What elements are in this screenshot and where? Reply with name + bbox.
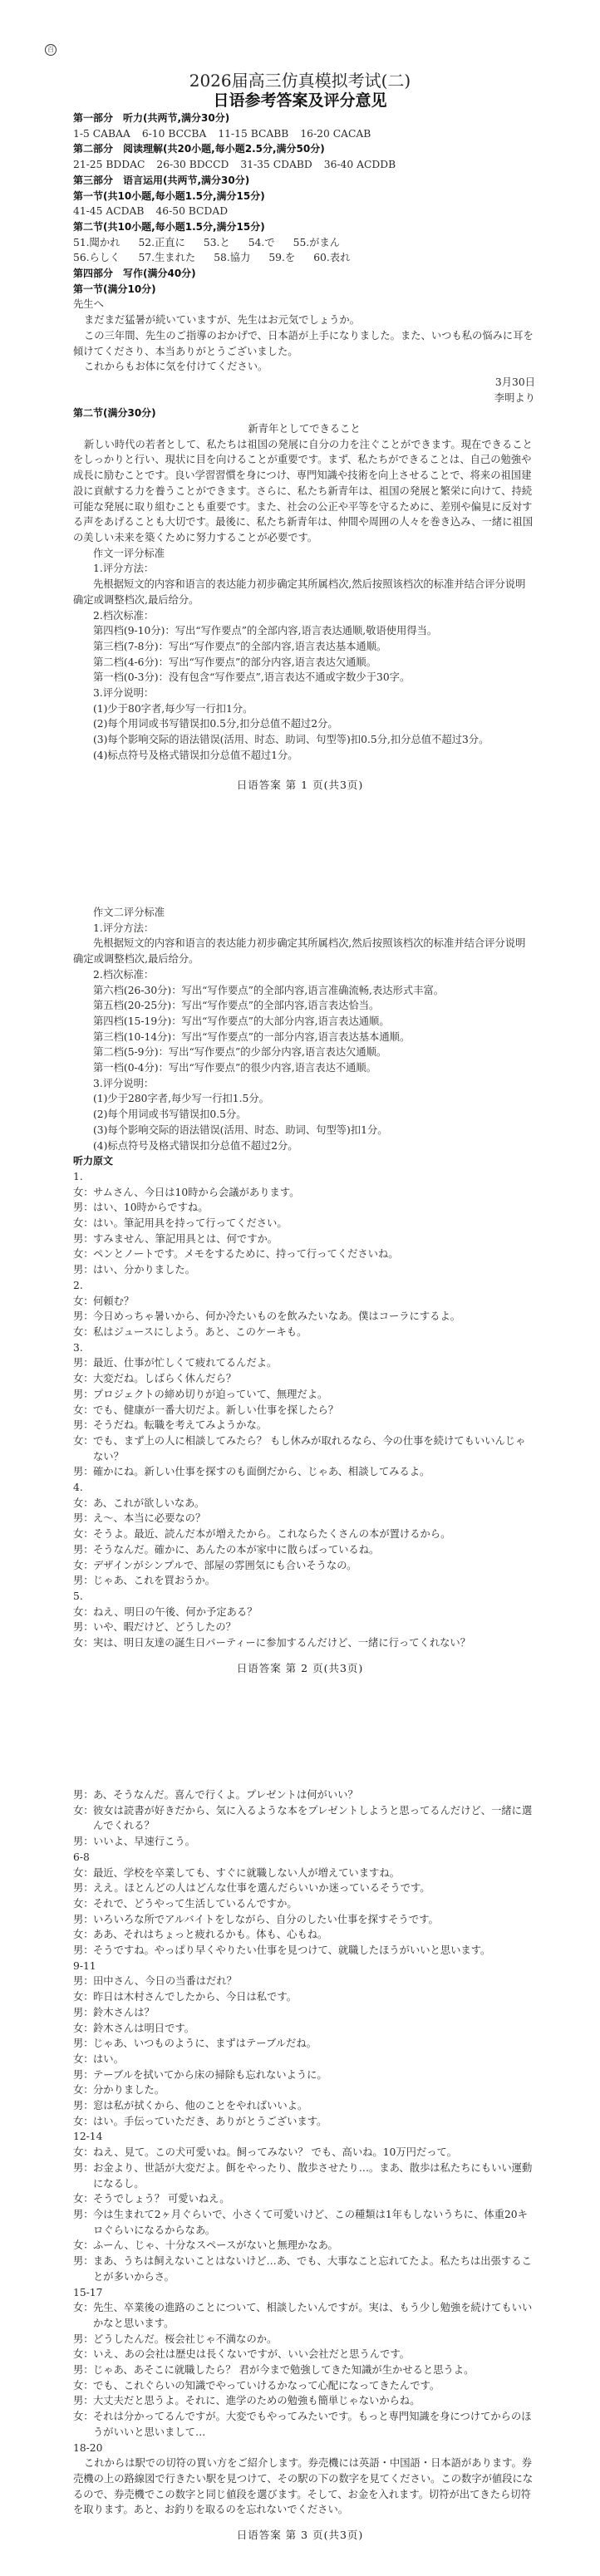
speaker-label: 女： <box>73 2084 94 2097</box>
dialog-text: ペンとノートです。メモをするために、持って行ってくださいね。 <box>93 1248 399 1261</box>
plain-line: 2. <box>73 1279 83 1291</box>
answers-line <box>73 235 535 251</box>
dialog-text: でも、まず上の人に相談してみたら？ もし休みが取れるなら、今の仕事を続けてもいいんじゃない？ <box>93 1434 526 1463</box>
dialog-line <box>73 2362 535 2378</box>
speaker-label: 男： <box>73 1419 94 1432</box>
speaker-label: 女： <box>73 1528 94 1541</box>
plain-line: 5. <box>73 1590 83 1602</box>
heading-line: 第二部分 阅读理解(共20小题,每小题2.5分,满分50分) <box>73 143 325 155</box>
speaker-label: 男： <box>73 1836 94 1848</box>
speaker-label: 男： <box>73 1913 94 1925</box>
plain-line: 9-11 <box>73 1959 96 1972</box>
dialog-text: 確かにね。新しい仕事を探すのも面倒だから、じゃあ、相談してみるよ。 <box>93 1466 430 1478</box>
dialog-line <box>73 1231 535 1247</box>
right-line: 3月30日 <box>494 376 535 388</box>
rubric-line: (2)每个用词或书写错误扣0.5分,扣分总值不超过2分。 <box>93 718 338 730</box>
dialog-line <box>73 1418 535 1433</box>
answer-group: 16-20 CACAB <box>300 127 371 140</box>
publisher-logo-icon: 百 <box>45 44 57 56</box>
dialog-text: 窓は私が拭くから、他のことをやればいいよ。 <box>93 2100 308 2112</box>
dialog-line <box>73 2409 535 2440</box>
plain-line: 18-20 <box>73 2441 103 2454</box>
speaker-label: 女： <box>73 2239 94 2252</box>
dialog-text: はい、分かりました。 <box>93 1264 195 1276</box>
rubric-line: (4)标点符号及格式错误扣分总值不超过1分。 <box>93 749 298 761</box>
rubric-line: 先根据短文的内容和语言的表达能力初步确定其所属档次,然后按照该档次的标准并结合评分说明确定或调整档次,最后给分。 <box>73 937 526 966</box>
dialog-line <box>73 1387 535 1403</box>
document-subtitle: 日语参考答案及评分意见 <box>213 91 387 110</box>
dialog-line <box>73 1787 535 1803</box>
speaker-label: 女： <box>73 1866 94 1879</box>
answer-group: 60.表れ <box>313 252 351 264</box>
speaker-label: 女： <box>73 1325 94 1338</box>
plain-line: 1. <box>73 1170 83 1182</box>
rubric-line: 第四档(9-10分)：写出“写作要点”的全部内容,语言表达通顺,敬语使用得当。 <box>93 625 438 637</box>
dialog-line <box>73 1803 535 1834</box>
dialog-line <box>73 1526 535 1542</box>
speaker-label: 女： <box>73 1186 94 1198</box>
dialog-line <box>73 1542 535 1558</box>
right-line: 李明より <box>494 391 535 404</box>
dialog-text: 今は生まれて2ヶ月ぐらいで、小さくて可愛いけど、この種類は1年もしないうちに、体重20キロぐらいになるからなあ。 <box>93 2208 528 2236</box>
answers-line <box>73 204 535 219</box>
dialog-text: はい。手伝っていただき、ありがとうございます。 <box>93 2115 327 2127</box>
page-3-content <box>73 1787 535 2518</box>
dialog-line <box>73 2021 535 2037</box>
rubric-line: 作文二评分标准 <box>93 907 165 918</box>
dialog-line <box>73 2052 535 2067</box>
speaker-label: 男： <box>73 1264 94 1276</box>
dialog-line <box>73 2082 535 2098</box>
rubric-line: 3.评分说明： <box>93 687 155 700</box>
rubric-line: 2.档次标准： <box>93 968 155 981</box>
answer-group: 6-10 BCCBA <box>141 127 207 140</box>
answer-group: 58.協力 <box>214 252 251 264</box>
dialog-text: え～、本当に必要なの？ <box>93 1512 206 1525</box>
dialog-line <box>73 1558 535 1574</box>
dialog-line <box>73 2098 535 2114</box>
dialog-text: はい、10時からですね。 <box>93 1202 209 1214</box>
speaker-label: 男： <box>73 1975 94 1988</box>
dialog-line <box>73 1200 535 1216</box>
page-3-footer: 日语答案 第 3 页(共3页) <box>236 2529 364 2541</box>
dialog-line <box>73 1912 535 1928</box>
dialog-line <box>73 1635 535 1651</box>
dialog-line <box>73 2332 535 2347</box>
dialog-text: ねえ、見て。この犬可愛いね。飼ってみない？ でも、高いね。10万円だって。 <box>93 2146 457 2159</box>
dialog-text: でも、健康が一番大切だよ。新しい仕事を探したら？ <box>93 1404 339 1416</box>
dialog-line <box>73 2238 535 2254</box>
dialog-line <box>73 1974 535 1989</box>
dialog-line <box>73 2114 535 2130</box>
dialog-text: すみません、筆記用具とは、何ですか。 <box>93 1232 278 1245</box>
dialog-text: 最近、仕事が忙しくて疲れてるんだよ。 <box>93 1357 278 1369</box>
dialog-line <box>73 1605 535 1620</box>
plain-line: 15-17 <box>73 2286 103 2298</box>
dialog-line <box>73 2036 535 2052</box>
speaker-label: 男： <box>73 1543 94 1556</box>
dialog-text: まあ、うちは飼えないことはないけど…あ、でも、大事なこと忘れてたよ。私たちは出張することが多いからさ。 <box>93 2255 532 2283</box>
dialog-text: 大変だね。しばらく休んだら？ <box>93 1373 237 1385</box>
dialog-text: デザインがシンプルで、部屋の雰囲気にも合いそうなの。 <box>93 1559 357 1571</box>
dialog-text: それは分かってるんですが。大変でもやってみたいです。もっと専門知識を身につけてからのほうがいいと思いまして… <box>93 2411 532 2438</box>
speaker-label: 男： <box>73 1388 94 1400</box>
speaker-label: 女： <box>73 1637 94 1649</box>
dialog-text: 実は、明日友達の誕生日パーティーに参加するんだけど、一緒に行ってくれない？ <box>93 1637 471 1649</box>
dialog-text: そうよ。最近、読んだ本が増えたから。これならたくさんの本が置けるから。 <box>93 1528 451 1541</box>
speaker-label: 男： <box>73 2333 94 2345</box>
dialog-text: でも、これぐらいの知識でやっていけるかなって心配になってきたんです。 <box>93 2379 440 2392</box>
answer-group: 11-15 BCABB <box>218 127 289 140</box>
speaker-label: 女： <box>73 1248 94 1261</box>
dialog-text: じゃあ、これを買おうか。 <box>93 1575 216 1587</box>
rubric-line: 第二档(4-6分)：写出“写作要点”的部分内容,语言表达欠通顺。 <box>93 656 377 668</box>
speaker-label: 男： <box>73 1882 94 1895</box>
dialog-text: じゃあ、あそこに就職したら？ 君が今まで勉強してきた知識が生かせると思うよ。 <box>93 2364 475 2377</box>
answers-line <box>73 126 535 142</box>
answer-group: 56.らしく <box>73 252 120 264</box>
para-line: これからもお体に気を付けてください。 <box>84 361 268 373</box>
dialog-text: いろいろな所でアルバイトをしながら、自分のしたい仕事を探すそうです。 <box>93 1913 439 1925</box>
speaker-label: 男： <box>73 1202 94 1214</box>
dialog-text: 先生、卒業後の進路のことについて、相談したいんですが。実は、もう少し勉強を続けてもいいかなと思います。 <box>93 2302 533 2329</box>
speaker-label: 女： <box>73 2379 94 2392</box>
dialog-line <box>73 2005 535 2021</box>
answer-group: 41-45 ACDAB <box>73 205 145 218</box>
rubric-line: 1.评分方法： <box>93 922 155 934</box>
dialog-text: プロジェクトの締め切りが迫っていて、無理だよ。 <box>93 1388 328 1400</box>
dialog-text: いや、暇だけど、どうしたの？ <box>93 1621 236 1634</box>
dialog-line <box>73 1620 535 1635</box>
dialog-line <box>73 1325 535 1340</box>
dialog-line <box>73 1309 535 1325</box>
dialog-line <box>73 2393 535 2409</box>
speaker-label: 男： <box>73 1310 94 1323</box>
dialog-line <box>73 1511 535 1526</box>
dialog-text: そうなんだ。確かに、あんたの本が家中に散らばっているね。 <box>93 1543 380 1556</box>
speaker-label: 女： <box>73 1373 94 1385</box>
answer-group: 57.生まれた <box>138 252 196 264</box>
dialog-line <box>73 1943 535 1959</box>
speaker-label: 男： <box>73 1944 94 1957</box>
plain-line: 6-8 <box>73 1851 90 1863</box>
answers-line <box>73 157 535 173</box>
page-1-content <box>73 111 535 764</box>
answer-group: 26-30 BDCCD <box>156 159 229 171</box>
dialog-line <box>73 2145 535 2161</box>
speaker-label: 女： <box>73 2411 94 2423</box>
dialog-text: それで、どうやって生活しているんですか。 <box>93 1897 298 1910</box>
dialog-text: 田中さん、今日の当番はだれ？ <box>93 1975 237 1988</box>
dialog-line <box>73 1246 535 1262</box>
dialog-line <box>73 2300 535 2331</box>
heading-line: 第一部分 听力(共两节,满分30分) <box>73 112 230 124</box>
dialog-line <box>73 2254 535 2284</box>
para-line: これからは駅での切符の買い方をご紹介します。券売機には英語・中国語・日本語があります。券売機の上の路線図で行きたい駅を見つけて、その駅の下の数字を見てください。この数字が値段になるので、券売機でこの数字と同じ値段を選びます。そして、お金を入れます。切符が出てきたら切符を取ります。あと、お釣りを取るのを忘れないでください。 <box>73 2457 534 2516</box>
dialog-text: あ、そうなんだ。喜んで行くよ。プレゼントは何がいい？ <box>93 1789 358 1801</box>
dialog-line <box>73 1433 535 1464</box>
dialog-line <box>73 2207 535 2238</box>
speaker-label: 女： <box>73 2022 94 2034</box>
page-1-footer: 日语答案 第 1 页(共3页) <box>236 779 364 791</box>
speaker-label: 男： <box>73 1789 94 1801</box>
answer-group: 1-5 CABAA <box>73 127 130 140</box>
heading-line: 第二节(共10小题,每小题1.5分,满分15分) <box>73 220 265 233</box>
answer-group: 21-25 BDDAC <box>73 159 145 171</box>
speaker-label: 女： <box>73 1991 94 2003</box>
rubric-line: (3)每个影响交际的语法错误(活用、时态、助词、句型等)扣0.5分,扣分总值不超过3分。 <box>93 734 489 746</box>
dialog-text: お金より、世話が大変だよ。餌をやったり、散歩させたり…。まあ、散歩は私たちにもいい運動になるし。 <box>93 2161 533 2190</box>
dialog-line <box>73 1834 535 1850</box>
dialog-line <box>73 1294 535 1310</box>
center-line: 新青年としてできること <box>248 423 361 435</box>
speaker-label: 女： <box>73 2052 94 2065</box>
dialog-text: あ、これが欲しいなあ。 <box>93 1497 205 1509</box>
heading-line: 听力原文 <box>73 1155 114 1168</box>
dialog-line <box>73 1355 535 1371</box>
speaker-label: 男： <box>73 1466 94 1478</box>
dialog-line <box>73 1896 535 1912</box>
dialog-text: ああ、それはちょっと疲れるかも。体も、心もね。 <box>93 1929 328 1941</box>
dialog-text: じゃあ、いつものように、まずはテーブルだね。 <box>93 2038 317 2050</box>
dialog-text: ねえ、明日の午後、何か予定ある？ <box>93 1605 258 1618</box>
para-line: この三年間、先生のご指導のおかげで、日本語が上手になりました。また、いつも私の悩みに耳を傾けてくださり、本当ありがとうございました。 <box>73 329 534 357</box>
dialog-line <box>73 1262 535 1278</box>
speaker-label: 女： <box>73 1929 94 1941</box>
dialog-line <box>73 1403 535 1418</box>
speaker-label: 男： <box>73 2038 94 2050</box>
dialog-line <box>73 1573 535 1589</box>
speaker-label: 女： <box>73 1897 94 1910</box>
answer-group: 53.と <box>203 236 230 248</box>
speaker-label: 男： <box>73 2006 94 2018</box>
dialog-text: テーブルを拭いてから床の掃除も忘れないように。 <box>93 2068 327 2081</box>
page-2-content <box>73 905 535 1651</box>
dialog-text: 分かりました。 <box>93 2084 165 2097</box>
speaker-label: 男： <box>73 2068 94 2081</box>
speaker-label: 女： <box>73 1295 94 1307</box>
answer-group: 31-35 CDABD <box>240 159 312 171</box>
rubric-line: (2)每个用词或书写错误扣0.5分。 <box>93 1109 247 1121</box>
dialog-text: 私はジュースにしよう。あと、このケーキも。 <box>93 1325 307 1338</box>
exam-title: 2026届高三仿真模拟考试(二) <box>189 71 411 91</box>
dialog-text: 昨日は木村さんでしたから、今日は私です。 <box>93 1991 297 2003</box>
speaker-label: 女： <box>73 2348 94 2361</box>
dialog-text: いいよ、早速行こう。 <box>93 1836 195 1848</box>
answer-group: 36-40 ACDDB <box>323 159 396 171</box>
dialog-text: ええ。ほとんどの人はどんな仕事を選んだらいいか迷っているそうです。 <box>93 1882 430 1895</box>
dialog-text: 鈴木さんは？ <box>93 2006 155 2018</box>
dialog-text: そうですね。やっぱり早くやりたい仕事を見つけて、就職したほうがいいと思います。 <box>93 1944 491 1957</box>
speaker-label: 女： <box>73 1497 94 1509</box>
speaker-label: 女： <box>73 2193 94 2205</box>
dialog-text: サムさん、今日は10時から会議があります。 <box>93 1186 300 1198</box>
rubric-line: 先根据短文的内容和语言的表达能力初步确定其所属档次,然后按照该档次的标准并结合评分说明确定或调整档次,最后给分。 <box>73 578 526 606</box>
dialog-text: はい。筆記用具を持って行ってください。 <box>93 1217 288 1230</box>
speaker-label: 女： <box>73 1804 94 1816</box>
speaker-label: 女： <box>73 1217 94 1230</box>
rubric-line: (1)少于80字者,每少写一行扣1分。 <box>93 702 253 715</box>
speaker-label: 男： <box>73 2161 94 2174</box>
speaker-label: 男： <box>73 1575 94 1587</box>
answer-group: 59.を <box>268 252 296 264</box>
plain-line: 4. <box>73 1482 83 1494</box>
rubric-line: 第五档(20-25分)：写出“写作要点”的全部内容,语言表达恰当。 <box>93 1000 380 1012</box>
rubric-line: (1)少于280字者,每少写一行扣1.5分。 <box>93 1093 269 1105</box>
rubric-line: 第六档(26-30分)：写出“写作要点”的全部内容,语言准确流畅,表达形式丰富。 <box>93 984 445 996</box>
speaker-label: 男： <box>73 2395 94 2407</box>
speaker-label: 女： <box>73 2115 94 2127</box>
dialog-text: どうしたんだ。桜会社じゃ不満なのか。 <box>93 2333 278 2345</box>
dialog-text: 大丈夫だと思うよ。それに、進学のための勉強も簡単じゃないからね。 <box>93 2395 420 2407</box>
heading-line: 第二节(满分30分) <box>73 407 156 420</box>
dialog-text: 彼女は読書が好きだから、気に入るような本をプレゼントしようと思ってるんだけど、一緒に選んでくれる？ <box>93 1804 533 1832</box>
speaker-label: 男： <box>73 2100 94 2112</box>
rubric-line: 第三档(7-8分)：写出“写作要点”的全部内容,语言表达基本通顺。 <box>93 640 387 652</box>
rubric-line: 3.评分说明： <box>93 1077 155 1089</box>
speaker-label: 女： <box>73 1605 94 1618</box>
dialog-text: はい。 <box>93 2052 124 2065</box>
dialog-line <box>73 1927 535 1943</box>
dialog-line <box>73 2161 535 2191</box>
dialog-line <box>73 1880 535 1896</box>
plain-line: 3. <box>73 1341 83 1354</box>
dialog-line <box>73 1464 535 1480</box>
speaker-label: 男： <box>73 2255 94 2268</box>
speaker-label: 女： <box>73 1559 94 1571</box>
plain-line: 先生へ <box>73 298 104 311</box>
dialog-line <box>73 1185 535 1201</box>
heading-line: 第三部分 语言运用(共两节,满分30分) <box>73 174 250 186</box>
speaker-label: 女： <box>73 1404 94 1416</box>
rubric-line: 作文一评分标准 <box>93 547 165 559</box>
rubric-line: 2.档次标准： <box>93 609 155 622</box>
answer-group: 46-50 BCDAD <box>155 205 229 218</box>
answer-group: 51.聞かれ <box>73 236 120 248</box>
dialog-text: 何頼む？ <box>93 1295 135 1307</box>
rubric-line: 第二档(5-9分)：写出“写作要点”的少部分内容,语言表达欠通顺。 <box>93 1046 387 1059</box>
speaker-label: 女： <box>73 2302 94 2314</box>
rubric-line: (3)每个影响交际的语法错误(活用、时态、助词、句型等)扣1分。 <box>93 1123 388 1136</box>
dialog-line <box>73 1496 535 1512</box>
answers-line <box>73 250 535 266</box>
answer-group: 52.正直に <box>138 236 185 248</box>
speaker-label: 女： <box>73 2146 94 2159</box>
speaker-label: 男： <box>73 2208 94 2220</box>
para-line: 新しい時代の若者として、私たちは祖国の発展に自分の力を注ぐことができます。現在できることをしっかりと行い、現状に目を向けることが重要です。まず、私たちができることは、自己の勉強や成長に励むことです。良い学習習慣を身につけ、専門知識や技術を向上させることで、将来の祖国建設に貢献する力を養うことができます。さらに、私たち新青年は、祖国の発展と繁栄に向けて、持続可能な発展に取り組むことも重要です。また、社会の公正や平等を守るために、差別や偏見に反対する声をあげることも大切です。最後に、私たち新青年は、仲間や周囲の人々を巻き込み、一緒に祖国の美しい未来を築くために努力することが必要です。 <box>73 438 534 543</box>
dialog-text: 鈴木さんは明日です。 <box>93 2022 194 2034</box>
rubric-line: (4)标点符号及格式错误扣分总值不超过2分。 <box>93 1139 298 1152</box>
dialog-text: そうだね。転職を考えてみようかな。 <box>93 1419 268 1432</box>
dialog-line <box>73 1866 535 1881</box>
dialog-line <box>73 1371 535 1387</box>
speaker-label: 男： <box>73 2364 94 2377</box>
dialog-text: 最近、学校を卒業しても、すぐに就職しない人が増えていますね。 <box>93 1866 400 1879</box>
heading-line: 第一节(共10小题,每小题1.5分,满分15分) <box>73 189 265 202</box>
rubric-line: 第一档(0-3分)：没有包含“写作要点”,语言表达不通或字数少于30字。 <box>93 671 411 684</box>
dialog-text: 今日めっちゃ暑いから、何か冷たいものを飲みたいなあ。僕はコーラにするよ。 <box>93 1310 461 1323</box>
dialog-line <box>73 2191 535 2207</box>
para-line: まだまだ猛暑が続いていますが、先生はお元気でしょうか。 <box>84 314 361 327</box>
dialog-line <box>73 1216 535 1231</box>
plain-line: 12-14 <box>73 2131 103 2143</box>
speaker-label: 男： <box>73 1512 94 1525</box>
speaker-label: 男： <box>73 1621 94 1634</box>
rubric-line: 第一档(0-4分)：写出“写作要点”的很少内容,语言表达不通顺。 <box>93 1062 377 1074</box>
dialog-text: いえ、あの会社は歴史は長くないですが、いい会社だと思うんです。 <box>93 2348 410 2361</box>
rubric-line: 第四档(15-19分)：写出“写作要点”的大部分内容,语言表达通顺。 <box>93 1015 390 1027</box>
heading-line: 第一节(满分10分) <box>73 283 156 295</box>
dialog-text: ふーん、じゃ、十分なスペースがないと無理かなあ。 <box>93 2239 338 2252</box>
dialog-line <box>73 2378 535 2394</box>
speaker-label: 男： <box>73 1357 94 1369</box>
dialog-line <box>73 2067 535 2083</box>
rubric-line: 1.评分方法： <box>93 563 155 575</box>
answer-group: 54.で <box>248 236 275 248</box>
dialog-line <box>73 2347 535 2362</box>
dialog-text: そうでしょう？ 可愛いねえ。 <box>93 2193 230 2205</box>
speaker-label: 男： <box>73 1232 94 1245</box>
heading-line: 第四部分 写作(满分40分) <box>73 268 196 280</box>
speaker-label: 女： <box>73 1434 94 1447</box>
page-2-footer: 日语答案 第 2 页(共3页) <box>236 1662 364 1674</box>
answer-group: 55.がまん <box>293 236 341 248</box>
rubric-line: 第三档(10-14分)：写出“写作要点”的一部分内容,语言表达基本通顺。 <box>93 1030 411 1043</box>
dialog-line <box>73 1989 535 2005</box>
